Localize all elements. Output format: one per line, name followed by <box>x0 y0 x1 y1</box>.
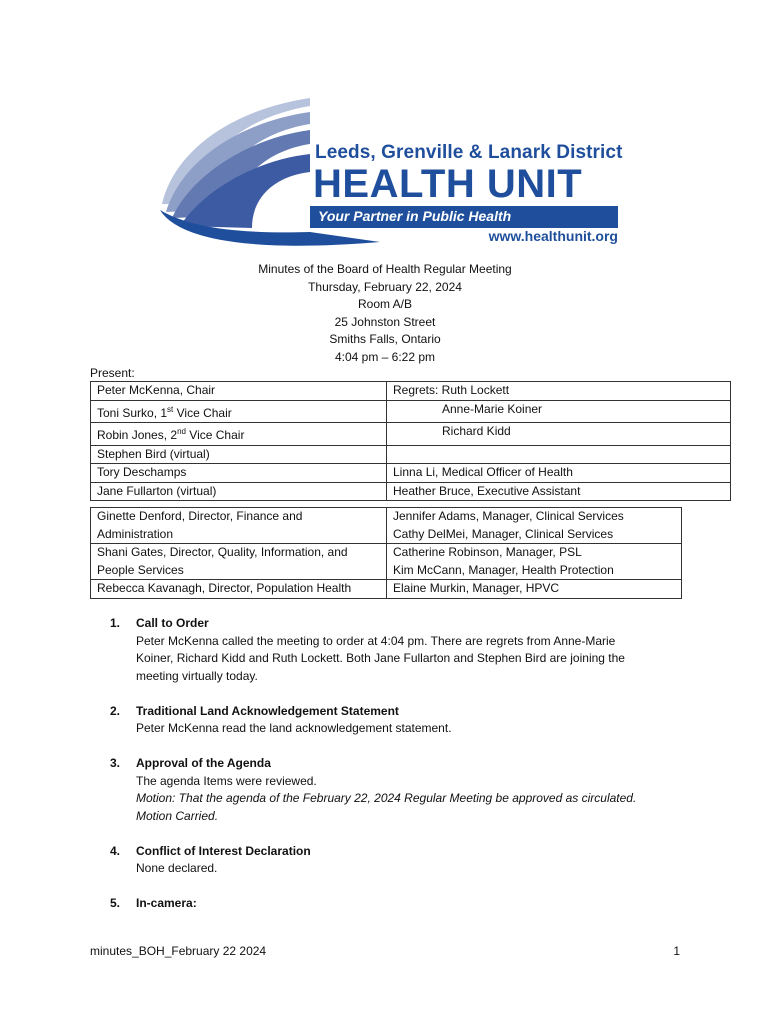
table-cell: Elaine Murkin, Manager, HPVC <box>387 580 682 599</box>
page-number: 1 <box>673 944 680 958</box>
logo-tagline: Your Partner in Public Health <box>318 208 512 224</box>
table-cell: Robin Jones, 2nd Vice Chair <box>91 423 387 446</box>
meeting-room: Room A/B <box>357 297 413 311</box>
item-number: 4. <box>110 843 121 858</box>
table-row <box>91 464 731 483</box>
meeting-time: 4:04 pm – 6:22 pm <box>334 349 436 364</box>
item-number: 1. <box>110 616 121 630</box>
table-cell: Richard Kidd <box>387 423 731 446</box>
table-row <box>91 544 682 580</box>
table-cell: Catherine Robinson, Manager, PSL Kim McCann, Manager, Health Protection <box>387 544 682 580</box>
item-text-line: The agenda Items were reviewed. <box>136 773 317 788</box>
item-number: 2. <box>110 703 121 718</box>
agenda-item <box>110 755 690 825</box>
table-row <box>91 400 731 423</box>
staff-table <box>90 507 682 599</box>
table-cell: Linna Li, Medical Officer of Health <box>387 464 731 483</box>
table-row <box>91 580 682 599</box>
logo-url: www.healthunit.org <box>488 228 618 244</box>
motion-carried: Motion Carried. <box>136 808 219 823</box>
present-label: Present: <box>90 366 135 380</box>
item-number: 5. <box>110 896 121 910</box>
agenda-item <box>110 895 690 913</box>
logo-district-name: Leeds, Grenville & Lanark District <box>315 142 623 163</box>
table-row <box>91 382 731 401</box>
logo-health-unit: HEALTH UNIT <box>313 162 583 206</box>
table-cell <box>387 445 731 464</box>
table-cell: Tory Deschamps <box>91 464 387 483</box>
footer-filename: minutes_BOH_February 22 2024 <box>90 944 267 958</box>
item-title: Conflict of Interest Declaration <box>136 843 311 858</box>
agenda-item <box>110 615 690 685</box>
item-title: Traditional Land Acknowledgement Statement <box>136 703 399 718</box>
table-row <box>91 445 731 464</box>
item-text-line: Peter McKenna read the land acknowledgement statement. <box>136 721 452 735</box>
agenda-item <box>110 843 690 878</box>
item-number: 3. <box>110 756 121 770</box>
agenda-item <box>110 703 690 738</box>
table-cell: Peter McKenna, Chair <box>91 382 387 401</box>
table-cell: Anne-Marie Koiner <box>387 400 731 423</box>
item-title: Approval of the Agenda <box>136 756 271 770</box>
table-cell: Ginette Denford, Director, Finance and Administration <box>91 508 387 544</box>
item-text-line: meeting virtually today. <box>136 668 258 683</box>
item-title: Call to Order <box>136 616 209 630</box>
table-cell: Jane Fullarton (virtual) <box>91 482 387 501</box>
meeting-city: Smiths Falls, Ontario <box>329 332 441 346</box>
agenda-items <box>110 615 690 930</box>
table-cell: Heather Bruce, Executive Assistant <box>387 482 731 501</box>
meeting-street: 25 Johnston Street <box>334 314 436 329</box>
table-cell: Regrets: Ruth Lockett <box>387 382 731 401</box>
meeting-title: Minutes of the Board of Health Regular Meeting <box>258 262 512 276</box>
table-cell: Jennifer Adams, Manager, Clinical Services Cathy DelMei, Manager, Clinical Services <box>387 508 682 544</box>
table-cell: Toni Surko, 1st Vice Chair <box>91 400 387 423</box>
meeting-date: Thursday, February 22, 2024 <box>308 279 462 294</box>
motion-text: Motion: That the agenda of the February 22, 2024 Regular Meeting be approved as circulated. <box>136 791 637 805</box>
item-text-line: Koiner, Richard Kidd and Ruth Lockett. Both Jane Fullarton and Stephen Bird are joining the <box>136 651 625 665</box>
table-row <box>91 508 682 544</box>
table-row <box>91 482 731 501</box>
item-title: In-camera: <box>136 896 197 910</box>
table-cell: Rebecca Kavanagh, Director, Population Health <box>91 580 387 599</box>
health-unit-logo <box>160 92 630 252</box>
meeting-header <box>0 261 770 366</box>
table-cell: Shani Gates, Director, Quality, Information, and People Services <box>91 544 387 580</box>
table-row <box>91 423 731 446</box>
item-text-line: None declared. <box>136 861 218 875</box>
item-text-line: Peter McKenna called the meeting to order at 4:04 pm. There are regrets from Anne-Marie <box>136 633 616 648</box>
attendance-table <box>90 381 731 501</box>
table-cell: Stephen Bird (virtual) <box>91 445 387 464</box>
